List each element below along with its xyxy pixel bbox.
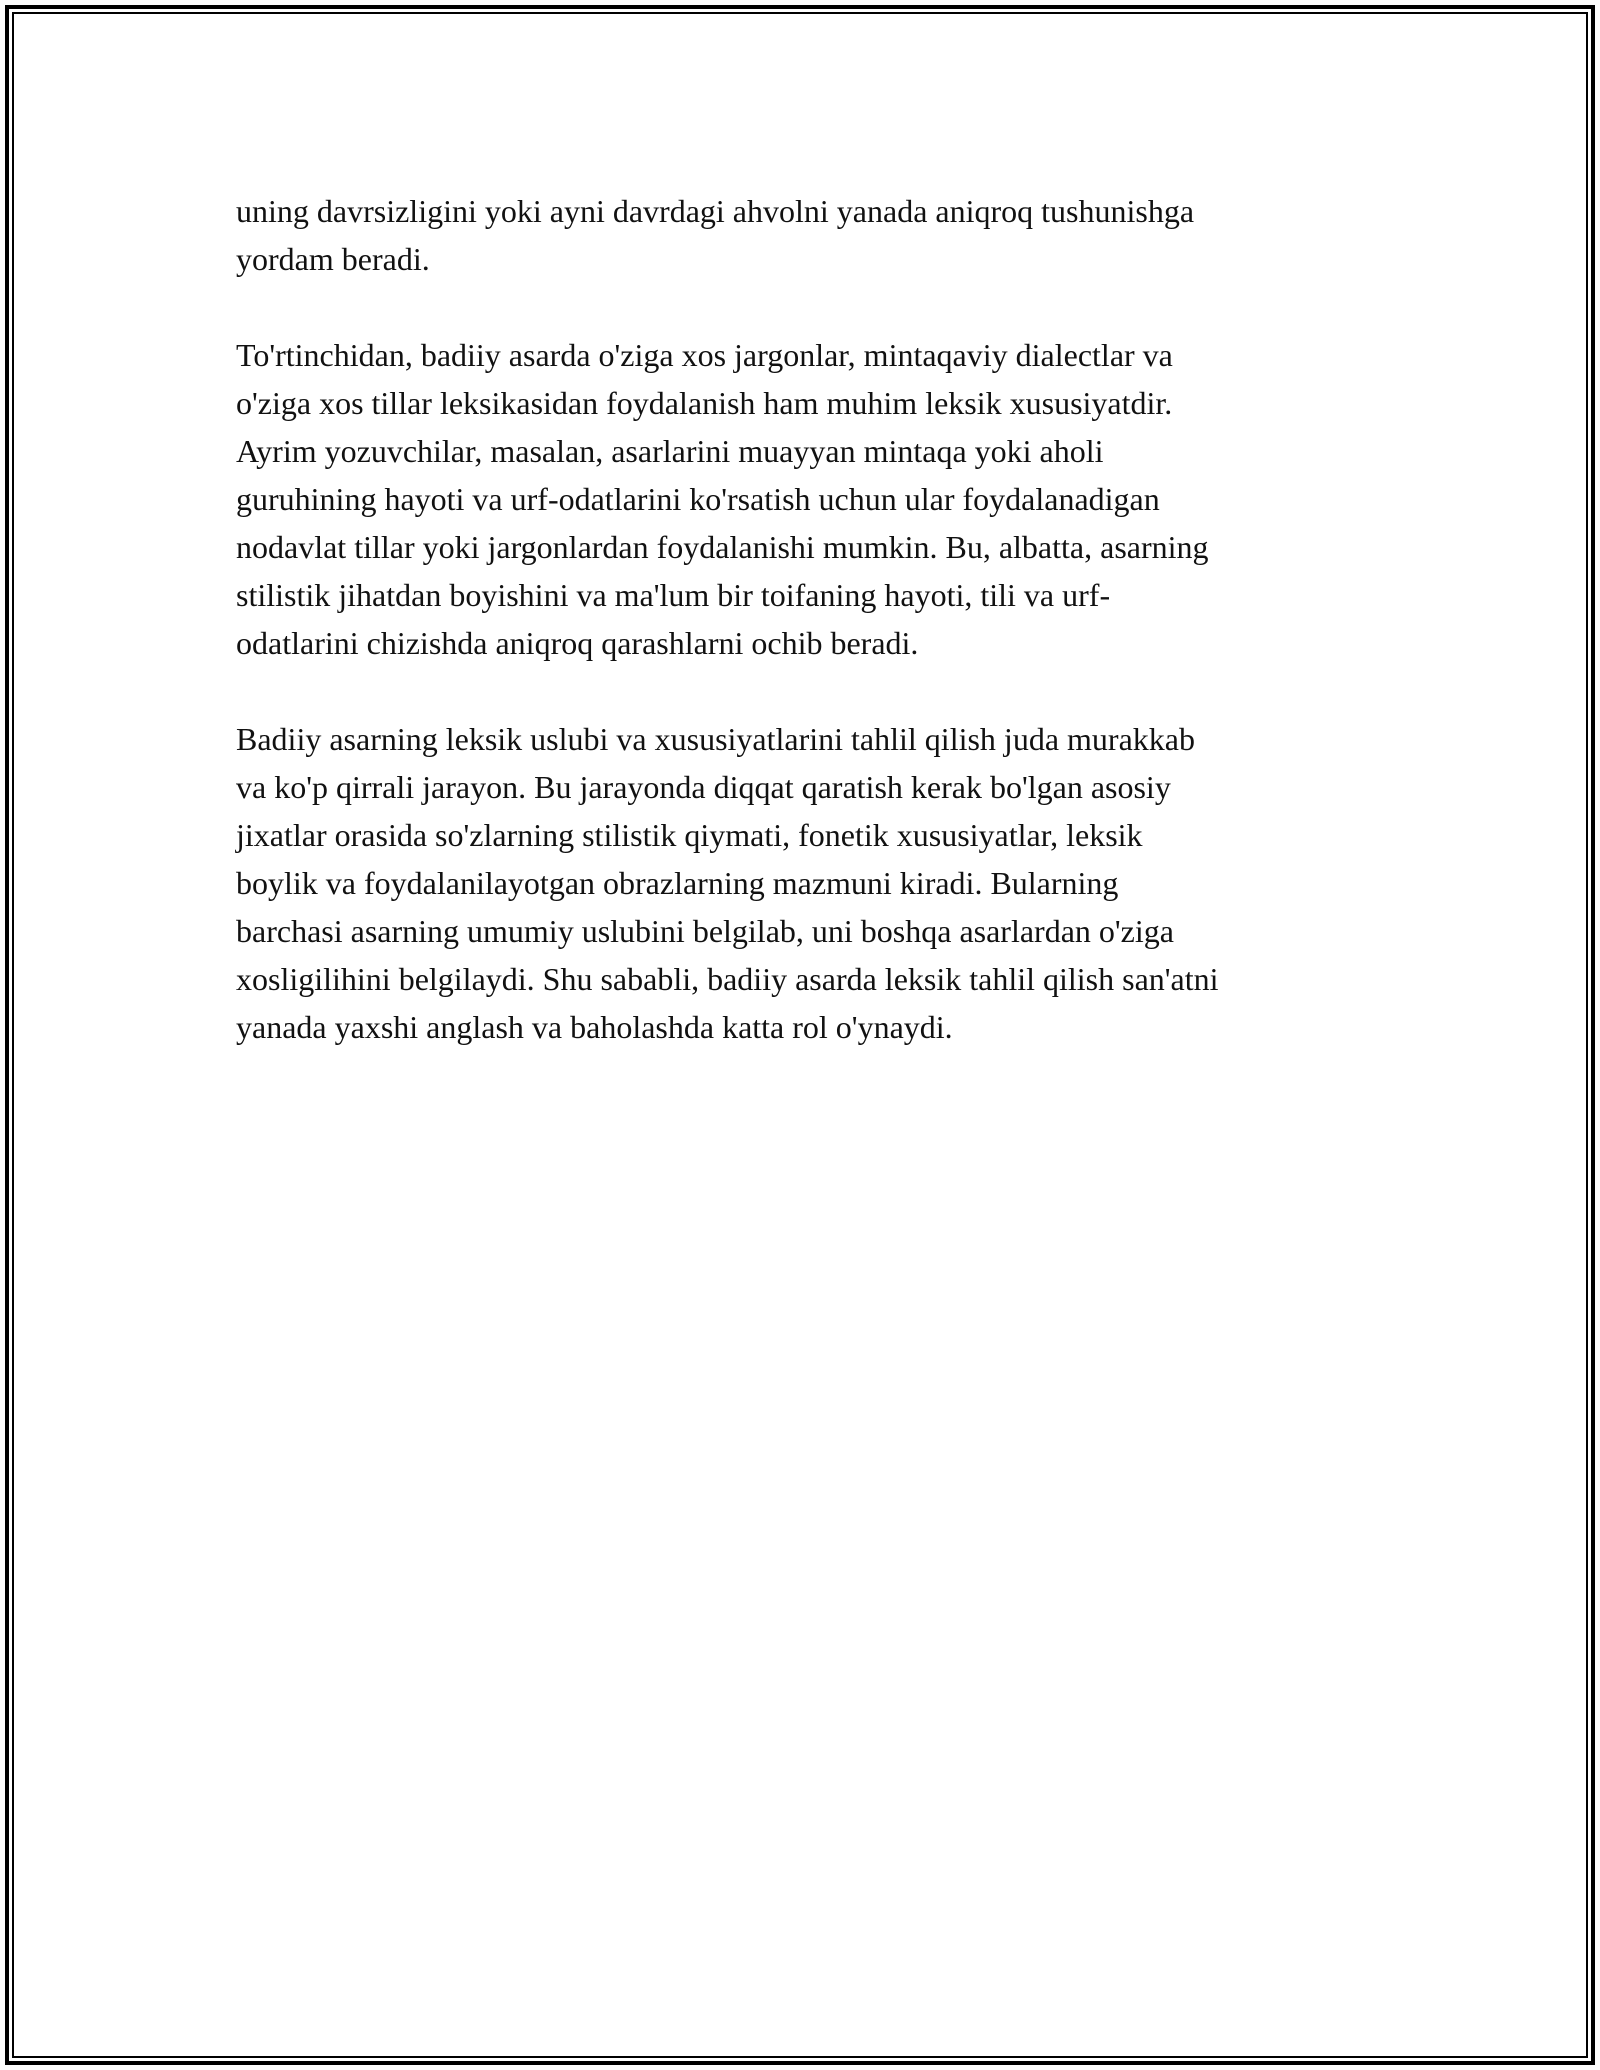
text-line: boylik va foydalanilayotgan obrazlarning mazmuni kiradi. Bularning [236,865,1119,901]
paragraph-2 [236,331,1366,667]
text-line: Badiiy asarning leksik uslubi va xususiyatlarini tahlil qilish juda murakkab [236,721,1195,757]
text-line: jixatlar orasida so'zlarning stilistik qiymati, fonetik xususiyatlar, leksik [236,817,1143,853]
text-line: odatlarini chizishda aniqroq qarashlarni ochib beradi. [236,625,919,661]
text-line: barchasi asarning umumiy uslubini belgilab, uni boshqa asarlardan o'ziga [236,913,1174,949]
text-line: To'rtinchidan, badiiy asarda o'ziga xos jargonlar, mintaqaviy dialectlar va [236,337,1173,373]
text-line: xosligilihini belgilaydi. Shu sababli, badiiy asarda leksik tahlil qilish san'atni [236,961,1219,997]
text-line: yanada yaxshi anglash va baholashda katta rol o'ynaydi. [236,1009,953,1045]
text-line: stilistik jihatdan boyishini va ma'lum bir toifaning hayoti, tili va urf- [236,577,1111,613]
text-line: guruhining hayoti va urf-odatlarini ko'rsatish uchun ular foydalanadigan [236,481,1160,517]
text-line: nodavlat tillar yoki jargonlardan foydalanishi mumkin. Bu, albatta, asarning [236,529,1209,565]
paragraph-1 [236,187,1366,283]
text-line: Ayrim yozuvchilar, masalan, asarlarini muayyan mintaqa yoki aholi [236,433,1104,469]
text-line: yordam beradi. [236,241,430,277]
document-body [236,187,1366,1099]
text-line: uning davrsizligini yoki ayni davrdagi ahvolni yanada aniqroq tushunishga [236,193,1195,229]
text-line: va ko'p qirrali jarayon. Bu jarayonda diqqat qaratish kerak bo'lgan asosiy [236,769,1171,805]
text-line: o'ziga xos tillar leksikasidan foydalanish ham muhim leksik xususiyatdir. [236,385,1173,421]
paragraph-3 [236,715,1366,1051]
